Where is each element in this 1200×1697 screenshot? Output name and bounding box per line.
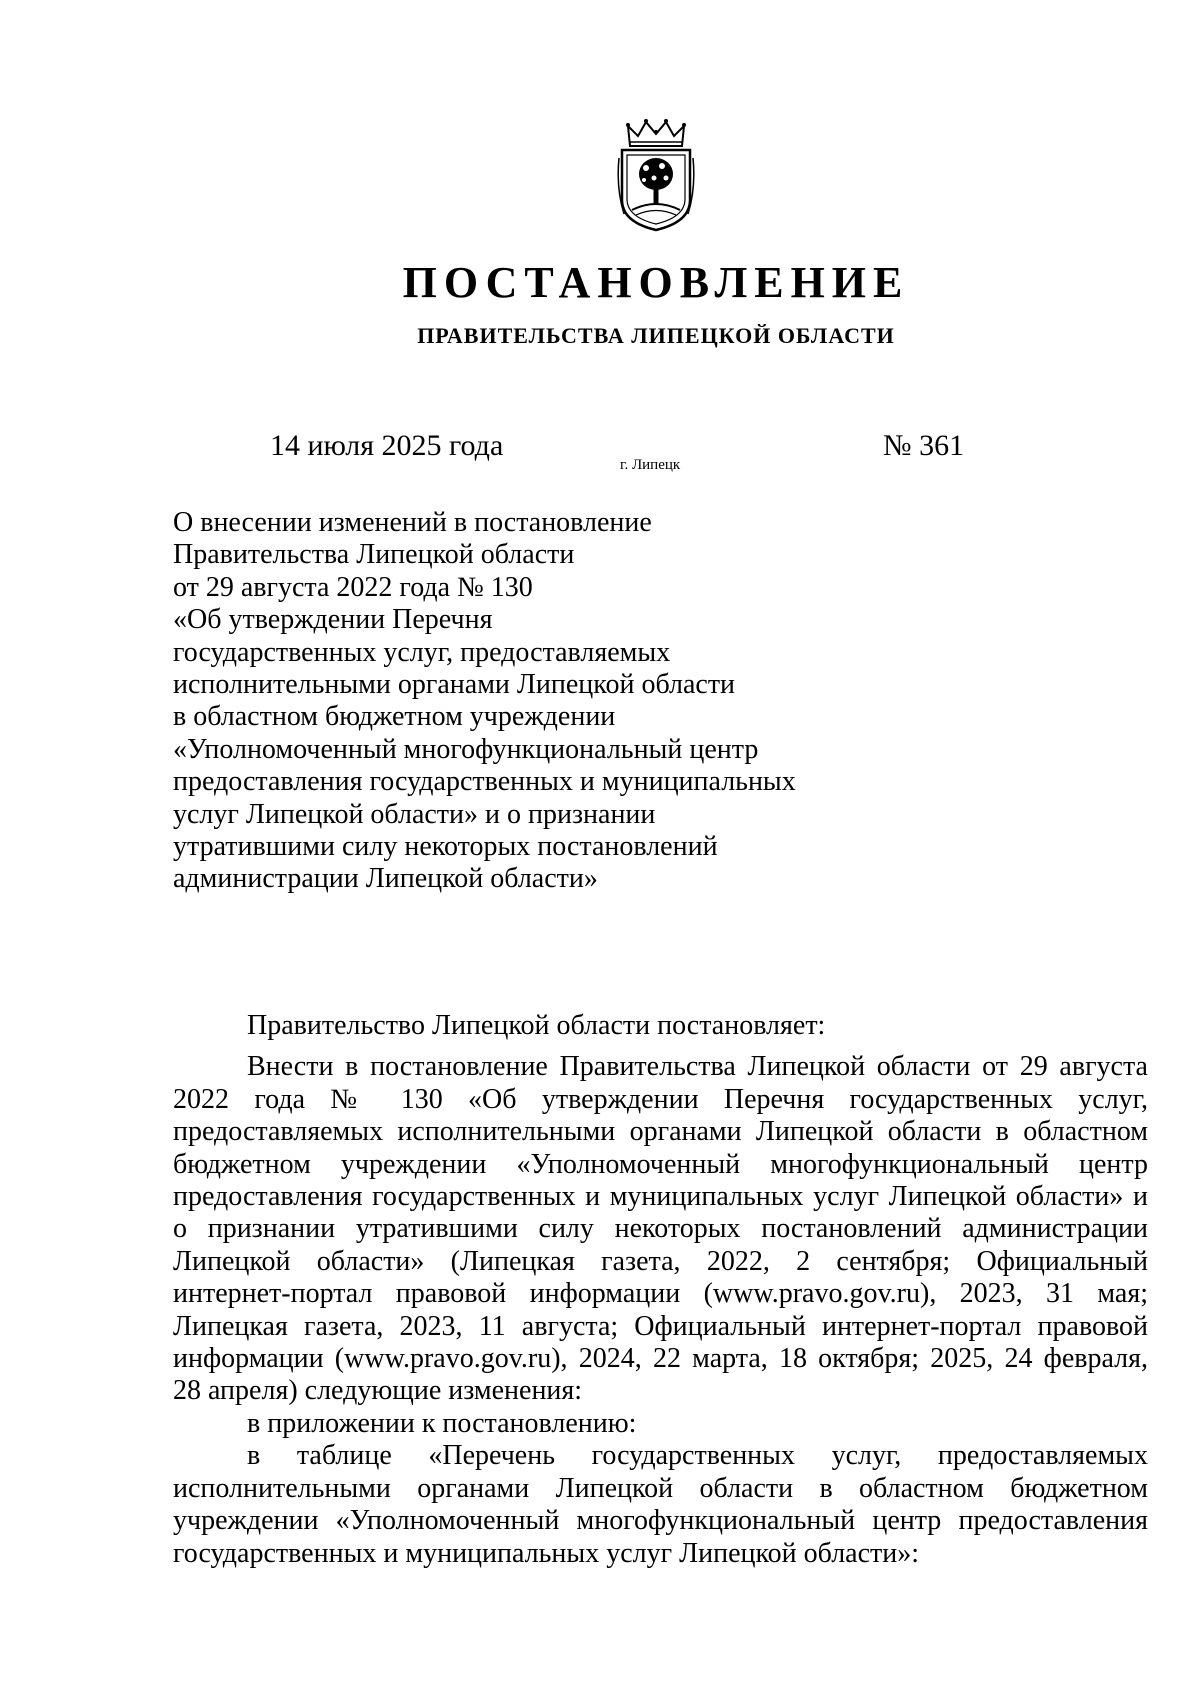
body-line: о признании утратившими силу некоторых постановлений администрации [173,1213,1148,1245]
body-line: Липецкая газета, 2023, 11 августа; Официальный интернет-портал правовой [173,1310,1148,1342]
document-number: № 361 [883,429,965,462]
title-line: «Уполномоченный многофункциональный центр [173,733,759,765]
body-line: в таблице «Перечень государственных услуг, предоставляемых [247,1440,1148,1472]
title-line: «Об утверждении Перечня [173,604,493,636]
document-date: 14 июля 2025 года [270,429,504,462]
body-line: предоставления государственных и муниципальных услуг Липецкой области» и [173,1181,1148,1213]
title-line: государственных услуг, предоставляемых [173,636,671,668]
body-line: предоставляемых исполнительными органами Липецкой области в областном [173,1116,1148,1148]
body-line: интернет-портал правовой информации (www.pravo.gov.ru), 2023, 31 мая; [173,1278,1148,1310]
body-line: Липецкой области» (Липецкая газета, 2022, 2 сентября; Официальный [173,1245,1148,1277]
resolution-lead: Правительство Липецкой области постановляет: [247,1010,826,1041]
body-line: 28 апреля) следующие изменения: [173,1375,583,1407]
document-title [173,507,853,896]
title-line: в областном бюджетном учреждении [173,701,616,733]
body-line: 2022 года № 130 «Об утверждении Перечня государственных услуг, [173,1083,1148,1115]
body-line: информации (www.pravo.gov.ru), 2024, 22 марта, 18 октября; 2025, 24 февраля, [173,1343,1148,1375]
body-line: учреждении «Уполномоченный многофункциональный центр предоставления [173,1505,1148,1537]
coat-of-arms-icon [616,118,696,233]
document-city: г. Липецк [620,457,681,473]
body-paragraph: в приложении к постановлению: [247,1407,637,1439]
title-line: исполнительными органами Липецкой области [173,669,736,701]
title-line: утратившими силу некоторых постановлений [173,831,718,863]
issuer-heading: ПРАВИТЕЛЬСТВА ЛИПЕЦКОЙ ОБЛАСТИ [417,323,895,348]
title-line: от 29 августа 2022 года № 130 [173,571,533,603]
document-type-heading: ПОСТАНОВЛЕНИЕ [402,258,910,307]
title-line: услуг Липецкой области» и о признании [173,798,656,830]
body-line: бюджетном учреждении «Уполномоченный многофункциональный центр [173,1148,1148,1180]
title-line: предоставления государственных и муниципальных [173,766,796,798]
body-line: государственных и муниципальных услуг Липецкой области»: [173,1537,920,1569]
title-line: Правительства Липецкой области [173,539,575,571]
title-line: О внесении изменений в постановление [173,507,652,538]
body-line: исполнительными органами Липецкой области в областном бюджетном [173,1472,1148,1504]
title-line: администрации Липецкой области» [173,863,598,895]
body-line: Внести в постановление Правительства Липецкой области от 29 августа [247,1051,1148,1083]
document-body [173,1010,1148,1570]
